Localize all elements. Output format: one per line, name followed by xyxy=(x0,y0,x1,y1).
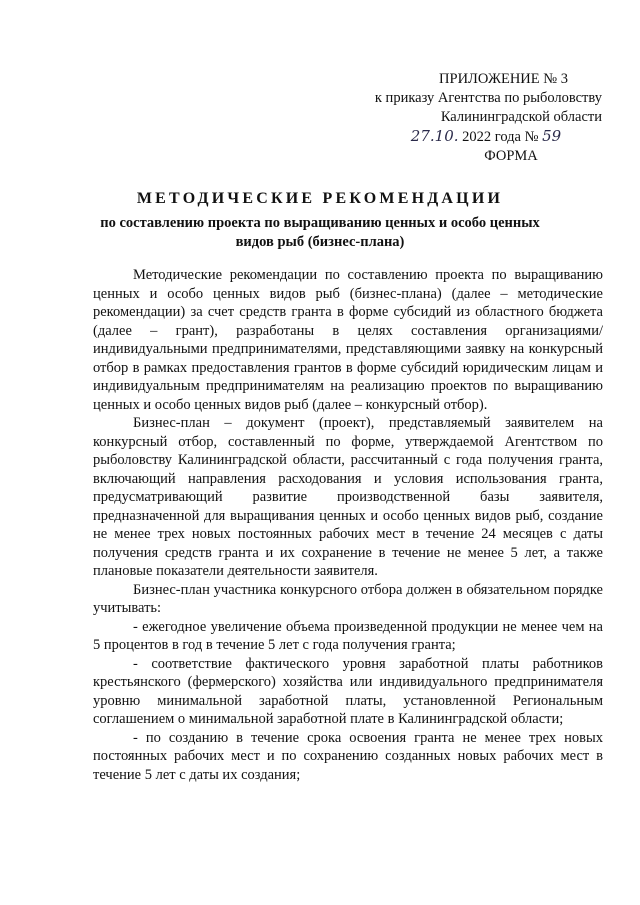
paragraph-intro: Методические рекомендации по составлению проекта по выращиванию ценных и особо ценных видов рыб (бизнес-плана) (далее – методические рекомендации) за счет средств гранта в форме субсидий из областного бюджета (далее – грант), разработаны в целях составления организациями/ индивидуальными предпринимателями, представляющими заявку на конкурсный отбор в рамках предоставления грантов в форме субсидий юридическим лицам и индивидуальным предпринимателям на реализацию проектов по выращиванию ценных и особо ценных видов рыб (далее – конкурсный отбор). xyxy=(93,267,603,413)
appendix-header xyxy=(350,70,602,166)
document-body xyxy=(93,266,603,784)
document-subtitle xyxy=(60,214,580,252)
paragraph-business-plan-definition: Бизнес-план – документ (проект), представляемый заявителем на конкурсный отбор, составленный по форме, утверждаемой Агентством по рыболовству Калининградской области, рассчитанный с года получения гранта, включающий направления расходования и условия использования гранта, предусматривающий развитие производственной базы заявителя, предназначенной для выращивания ценных и особо ценных видов рыб, создание не менее трех новых постоянных рабочих мест в течение 24 месяцев с даты получения средств гранта и их сохранение в течение не менее 5 лет, а также плановые показатели деятельности заявителя. xyxy=(93,415,603,579)
appendix-date-text: 2022 года № xyxy=(458,129,543,145)
document-title: МЕТОДИЧЕСКИЕ РЕКОМЕНДАЦИИ xyxy=(136,190,504,207)
handwritten-order-number: 59 xyxy=(542,127,562,145)
requirement-item-wage-level: - соответствие фактического уровня заработной платы работников крестьянского (фермерского) хозяйства или индивидуального предпринимателя уровню минимальной заработной платы, установленной Региональным соглашением о минимальной заработной плате в Калининградской области; xyxy=(93,655,603,727)
paragraph-requirements-intro: Бизнес-план участника конкурсного отбора должен в обязательном порядке учитывать: xyxy=(93,581,603,616)
appendix-number: ПРИЛОЖЕНИЕ № 3 xyxy=(439,71,568,87)
appendix-date-line xyxy=(350,127,602,147)
subtitle-line-1: по составлению проекта по выращиванию ценных и особо ценных xyxy=(100,215,540,231)
appendix-region: Калининградской области xyxy=(440,109,602,125)
appendix-form-label: ФОРМА xyxy=(484,148,538,164)
appendix-order-ref: к приказу Агентства по рыболовству xyxy=(374,90,602,106)
subtitle-line-2: видов рыб (бизнес-плана) xyxy=(235,234,405,250)
requirement-item-production-growth: - ежегодное увеличение объема произведенной продукции не менее чем на 5 процентов в год в течение 5 лет с года получения гранта; xyxy=(93,618,603,653)
requirement-item-job-creation: - по созданию в течение срока освоения гранта не менее трех новых постоянных рабочих мест и по сохранению созданных новых рабочих мест в течение 5 лет с даты их создания; xyxy=(93,729,603,783)
handwritten-date: 27.10. xyxy=(410,127,459,145)
